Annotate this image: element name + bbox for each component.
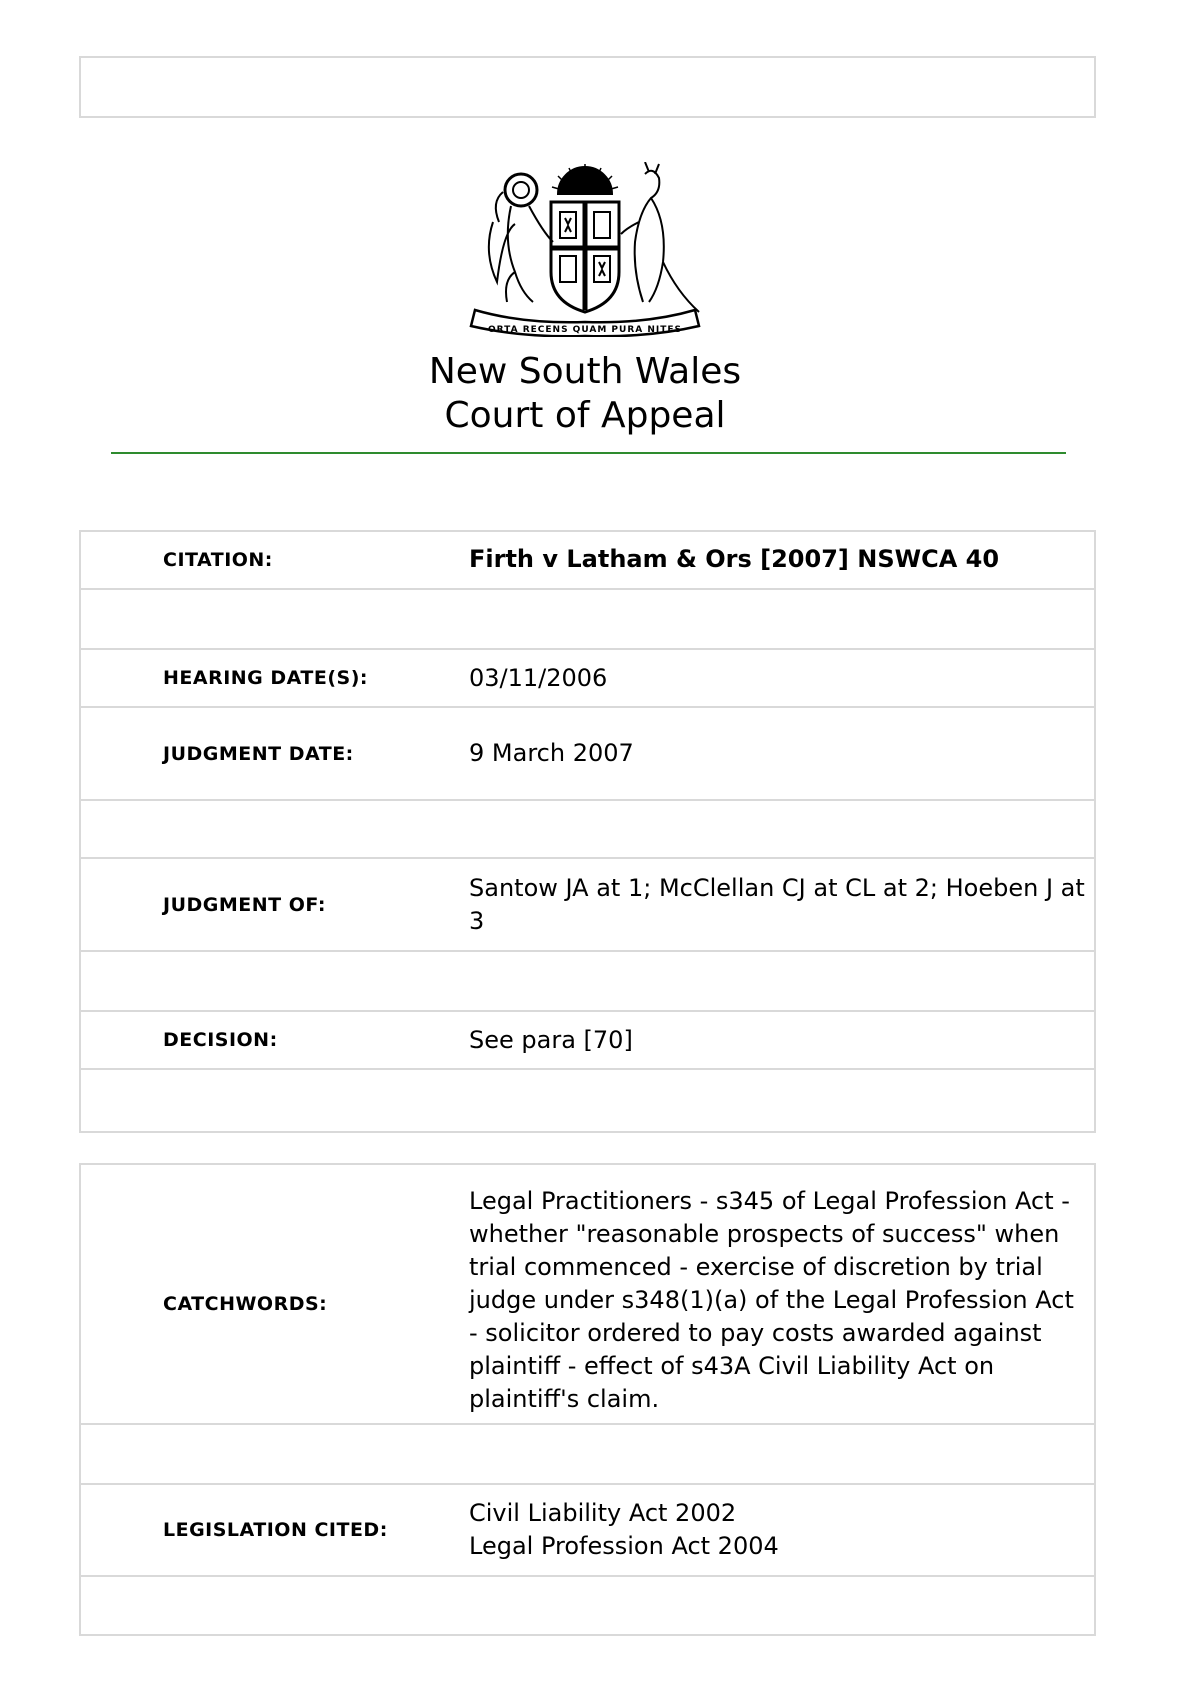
decision-label: DECISION:	[79, 1011, 469, 1069]
decision-row	[79, 1011, 1096, 1069]
citation-value: Firth v Latham & Ors [2007] NSWCA 40	[469, 531, 1096, 589]
crest-motto: ORTA RECENS QUAM PURA NITES	[487, 325, 683, 335]
citation-label: CITATION:	[79, 531, 469, 589]
spacer-row	[79, 1424, 1096, 1484]
spacer-row	[79, 589, 1096, 649]
citation-row	[79, 531, 1096, 589]
coat-of-arms-emblem	[463, 162, 707, 337]
decision-value: See para [70]	[469, 1011, 1096, 1069]
judgment-date-label: JUDGMENT DATE:	[79, 707, 469, 800]
judgment-date-row	[79, 707, 1096, 800]
spacer-row	[79, 1576, 1096, 1635]
judgment-of-label: JUDGMENT OF:	[79, 858, 469, 951]
case-details-table	[79, 531, 1096, 1128]
spacer-row	[79, 951, 1096, 1011]
spacer-row	[79, 1069, 1096, 1128]
legislation-row	[79, 1484, 1096, 1576]
judgment-date-value: 9 March 2007	[469, 707, 1096, 800]
legislation-list	[469, 1484, 1096, 1576]
legislation-item: Civil Liability Act 2002	[469, 1499, 737, 1527]
court-division: Court of Appeal	[444, 395, 726, 436]
hearing-date-row	[79, 649, 1096, 707]
catchwords-value: Legal Practitioners - s345 of Legal Profession Act - whether "reasonable prospects of success" when trial commenced - exercise of discretion by trial judge under s348(1)(a) of the Legal Profession Act - solicitor ordered to pay costs awarded against plaintiff - effect of s43A Civil Liability Act on plaintiff's claim.	[469, 1164, 1096, 1424]
catchwords-row	[79, 1164, 1096, 1424]
legislation-label: LEGISLATION CITED:	[79, 1484, 469, 1576]
court-name: New South Wales	[428, 351, 742, 392]
header-box	[79, 56, 1096, 118]
legislation-item: Legal Profession Act 2004	[469, 1532, 779, 1560]
hearing-date-value: 03/11/2006	[469, 649, 1096, 707]
header-divider	[111, 452, 1066, 454]
judgment-of-value: Santow JA at 1; McClellan CJ at CL at 2; Hoeben J at 3	[469, 858, 1096, 951]
catchwords-label: CATCHWORDS:	[79, 1164, 469, 1424]
judgment-of-row	[79, 858, 1096, 951]
hearing-date-label: HEARING DATE(S):	[79, 649, 469, 707]
catchwords-table	[79, 1164, 1096, 1635]
spacer-row	[79, 800, 1096, 858]
